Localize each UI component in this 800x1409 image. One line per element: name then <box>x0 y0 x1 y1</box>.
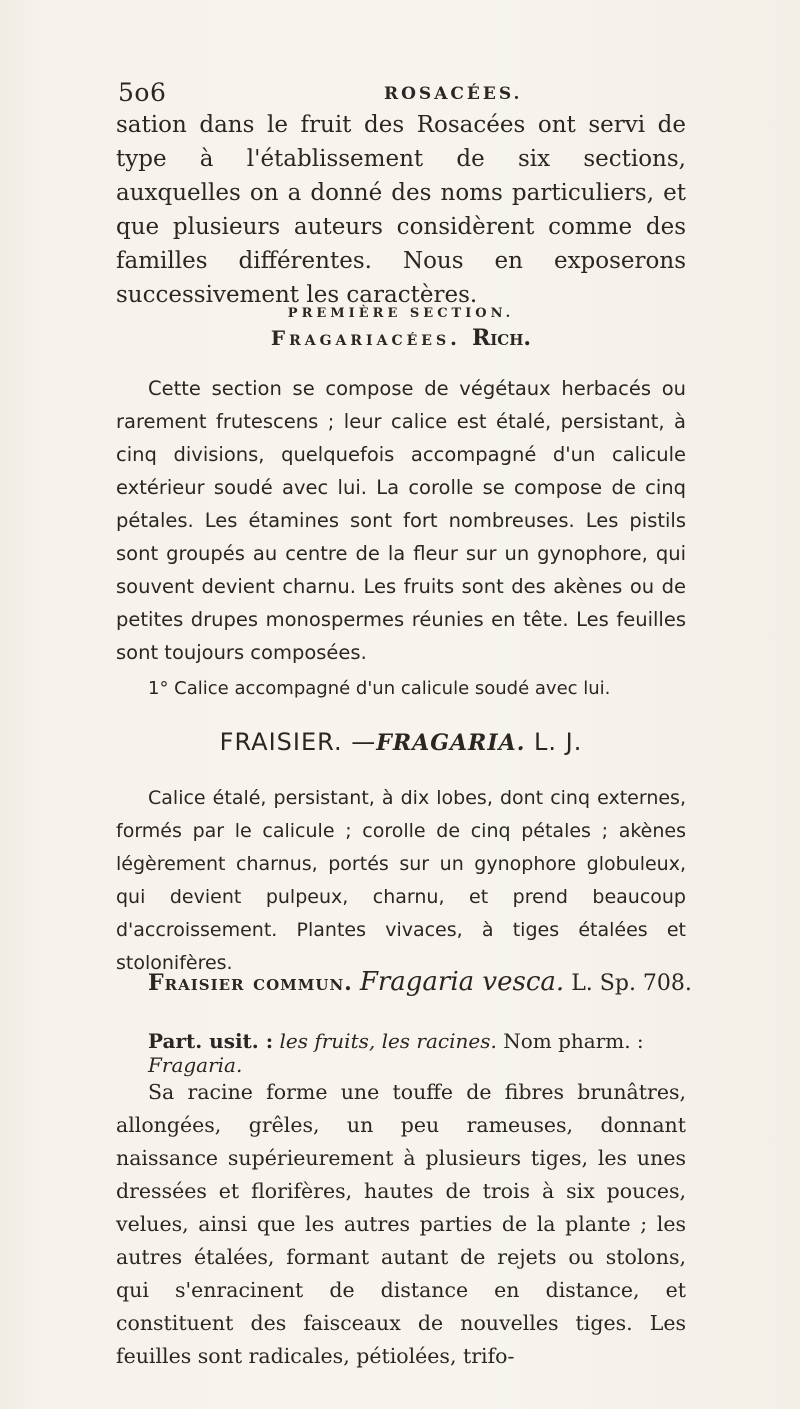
section-description: Cette section se compose de végétaux herbacés ou rarement frutescens ; leur calice est étalé, persistant, à cinq divisions, quelquefois accompagné d'un calicule extérieur soudé avec lui. La corolle se compose de cinq pétales. Les étamines sont fort nombreuses. Les pistils sont groupés au centre de la fleur sur un gynophore, qui souvent devient charnu. Les fruits sont des akènes ou de petites drupes monospermes réunies en tête. Les feuilles sont toujours composées. <box>116 377 686 664</box>
genus-latin: FRAGARIA. <box>376 730 526 756</box>
running-head: ROSACÉES. <box>384 84 523 104</box>
species-latin: Fragaria vesca. <box>359 967 565 997</box>
subdivision-heading: 1° Calice accompagné d'un calicule soudé avec lui. <box>148 678 611 699</box>
family-name: Fragariacées. <box>270 326 462 350</box>
section-label: PREMIÈRE SECTION. <box>287 306 515 321</box>
family-author: Rich. <box>472 325 532 351</box>
genus-name: FRAISIER. <box>219 728 343 756</box>
page-number: 5o6 <box>118 78 167 107</box>
species-heading <box>148 967 693 997</box>
species-common-name: Fraisier commun. <box>148 970 353 996</box>
usage-line <box>148 1029 693 1077</box>
genus-dash: — <box>351 728 377 756</box>
usage-label: Part. usit. : <box>148 1029 274 1053</box>
pharm-value: Fragaria. <box>148 1053 243 1077</box>
genus-heading <box>116 728 686 756</box>
species-reference: L. Sp. 708. <box>571 971 692 996</box>
pharm-label: Nom pharm. : <box>503 1029 644 1053</box>
usage-value: les fruits, les racines. <box>279 1029 497 1053</box>
racine-paragraph: Sa racine forme une touffe de fibres brunâtres, allongées, grêles, un peu rameuses, donnant naissance supérieurement à plusieurs tiges, les unes dressées et florifères, hautes de trois à six pouces, velues, ainsi que les autres parties de la plante ; les autres étalées, formant autant de rejets ou stolons, qui s'enracinent de distance en distance, et constituent des faisceaux de nouvelles tiges. Les feuilles sont radicales, pétiolées, trifo- <box>116 1080 686 1368</box>
page-header <box>118 78 678 110</box>
genus-description: Calice étalé, persistant, à dix lobes, dont cinq externes, formés par le calicule ; corolle de cinq pétales ; akènes légèrement charnus, portés sur un gynophore globuleux, qui devient pulpeux, charnu, et prend beaucoup d'accroissement. Plantes vivaces, à tiges étalées et stolonifères. <box>116 787 686 974</box>
intro-paragraph: sation dans le fruit des Rosacées ont servi de type à l'établissement de six sections, auxquelles on a donné des noms particuliers, et que plusieurs auteurs considèrent comme des familles différentes. Nous en exposerons successivement les caractères. <box>116 112 686 308</box>
section-family-title <box>116 325 686 351</box>
genus-author: L. J. <box>534 728 583 756</box>
